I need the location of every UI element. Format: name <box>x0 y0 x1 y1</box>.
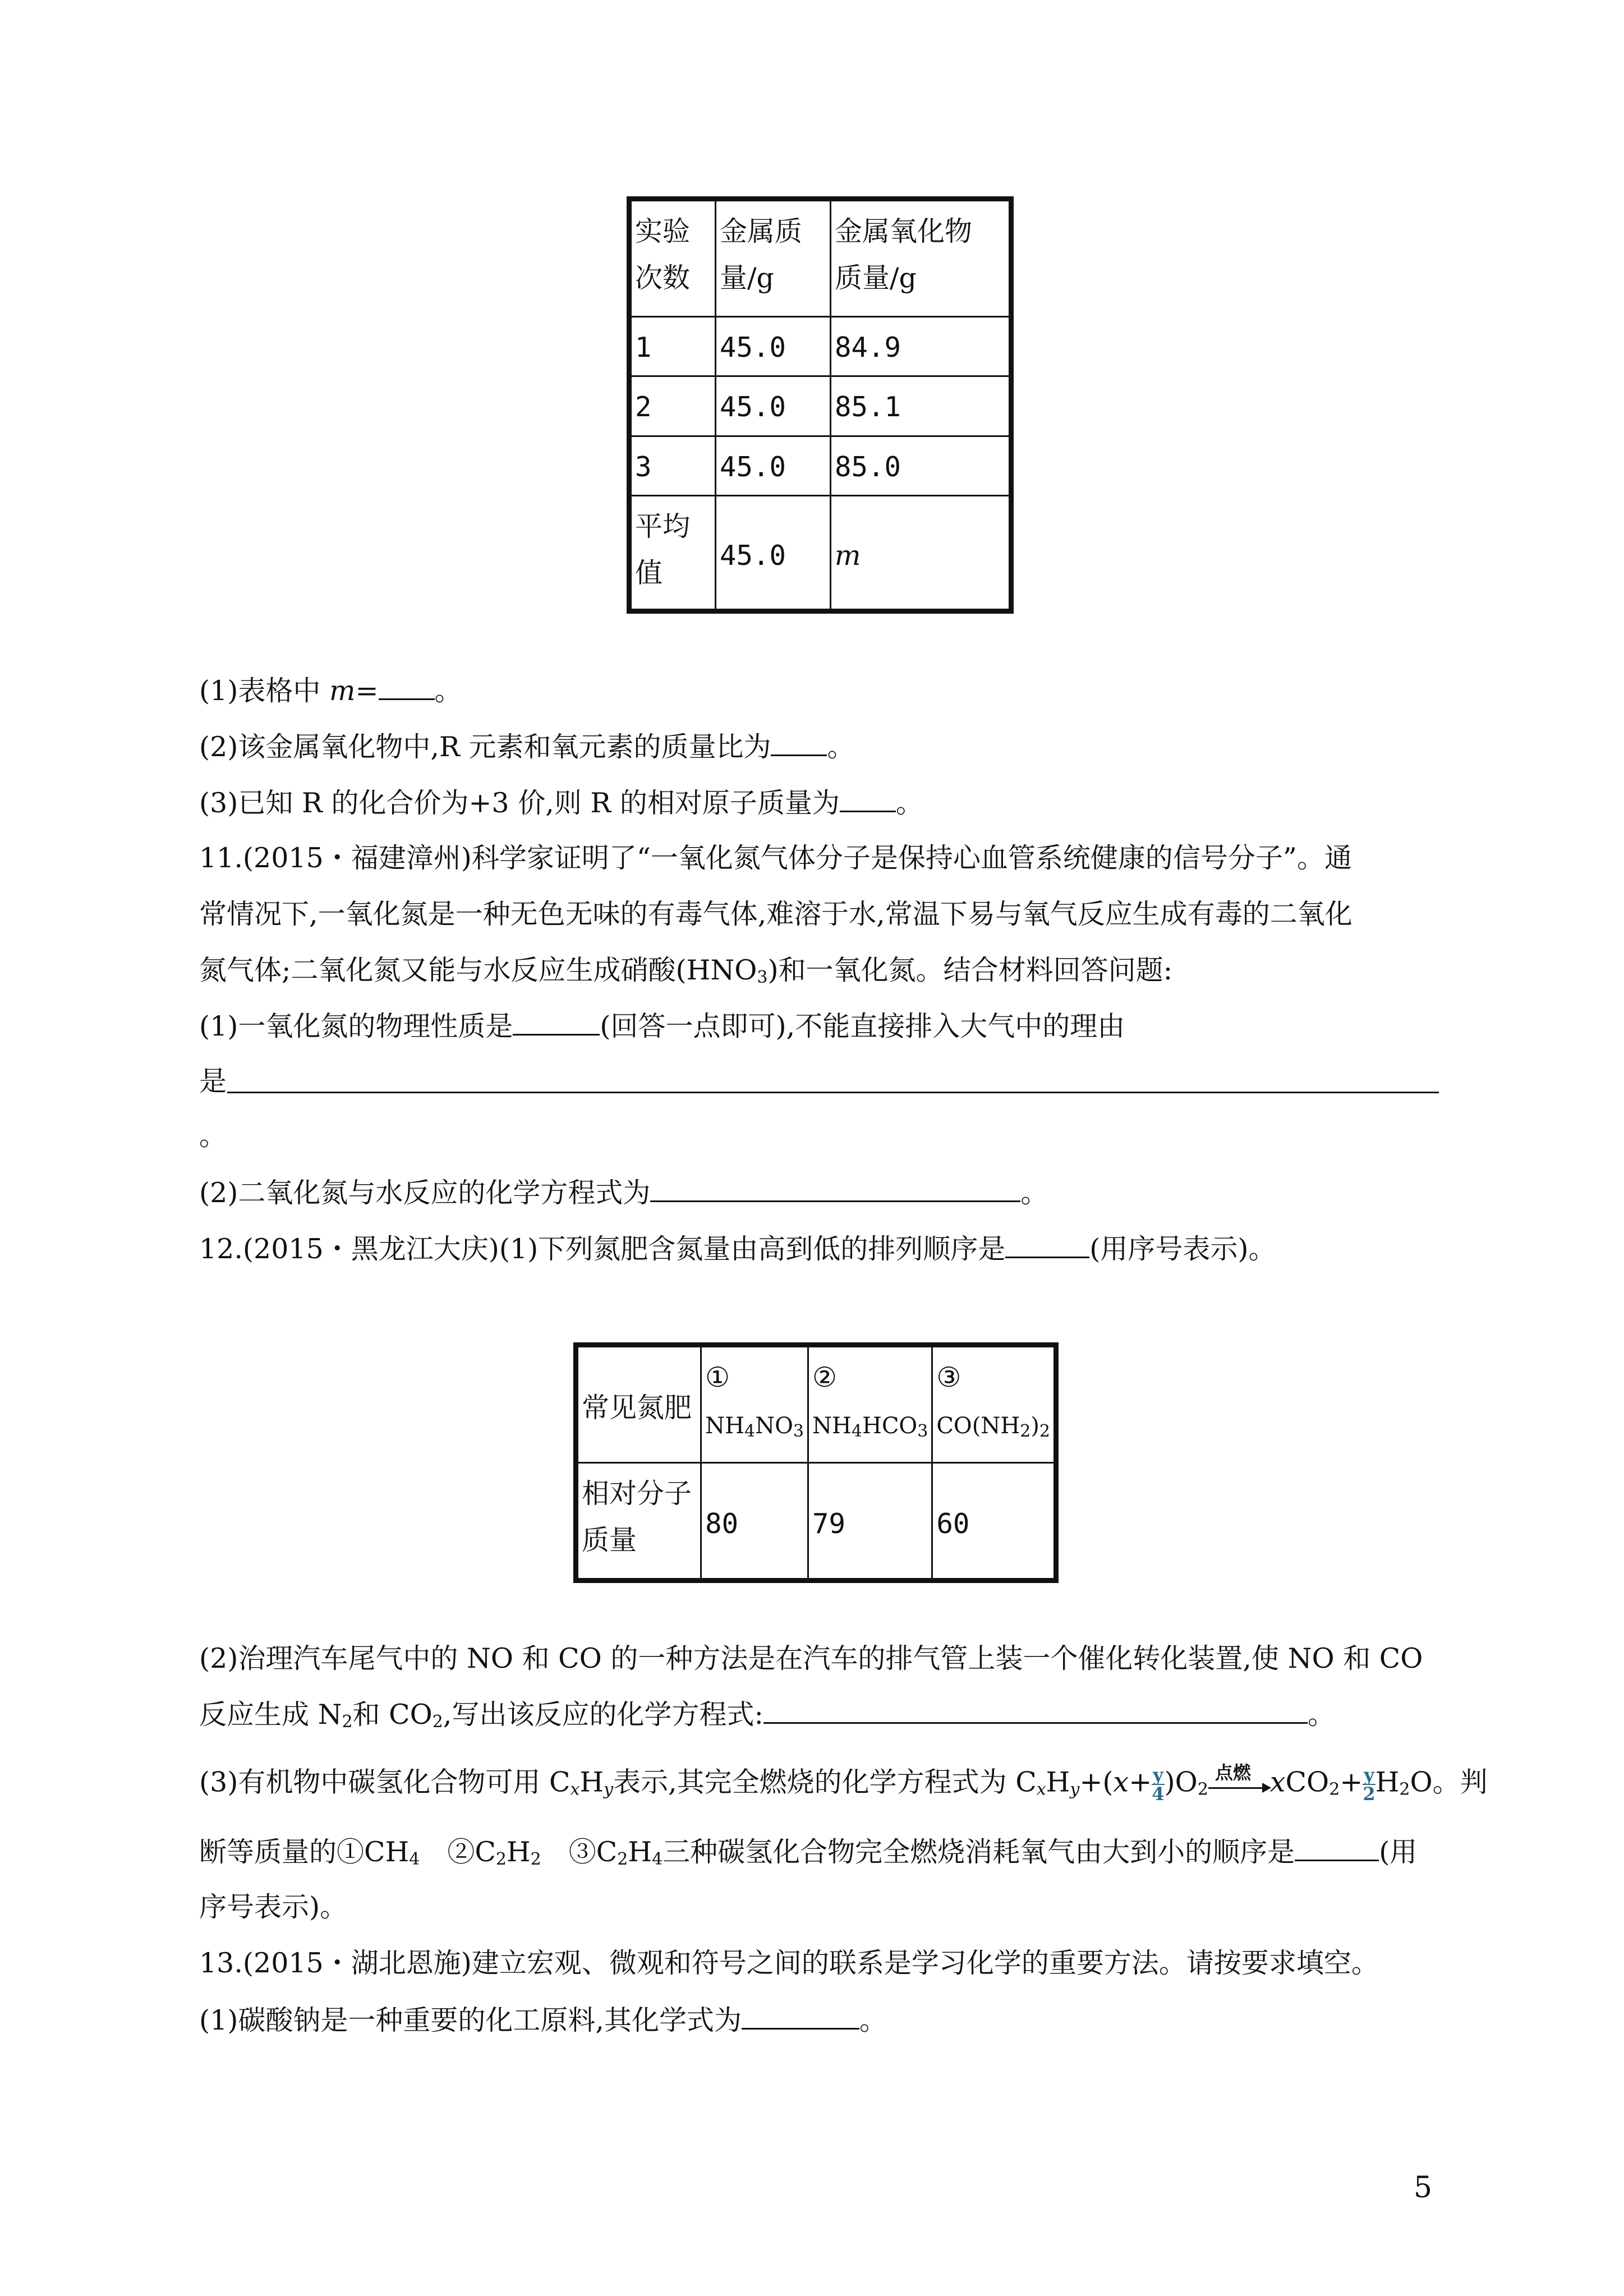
answer-blank[interactable] <box>379 676 435 700</box>
q11-stem-line2: 常情况下,一氧化氮是一种无色无味的有毒气体,难溶于水,常温下易与氧气反应生成有毒的二氧化 <box>199 898 1352 930</box>
table-cell: 2 <box>629 376 716 436</box>
answer-blank[interactable] <box>771 732 827 756</box>
table-cell: ① $NH_4NO_3$ <box>701 1345 808 1463</box>
reaction-arrow: 点燃 <box>1208 1770 1270 1798</box>
table-cell: 45.0 <box>716 436 831 495</box>
q11-part1: (1)一氧化氮的物理性质是 (回答一点即可),不能直接排入大气中的理由 <box>199 1010 1125 1042</box>
q11-part1-cont: 是 <box>199 1065 227 1097</box>
table-cell: 45.0 <box>716 495 831 611</box>
answer-blank[interactable] <box>742 2005 859 2030</box>
table-cell: 45.0 <box>716 376 831 436</box>
experiment-table <box>627 196 1014 614</box>
table-cell: 平均 值 <box>629 495 716 611</box>
fraction-y-over-2: $\frac{y}{2}$ <box>1363 1764 1375 1805</box>
q10-part3: (3)已知 R 的化合价为+3 价,则 R 的相对原子质量为 。 <box>199 787 923 819</box>
answer-blank[interactable] <box>513 1011 600 1036</box>
table-cell: 79 <box>808 1463 932 1581</box>
table-cell: 60 <box>932 1463 1056 1581</box>
q12-part3-line3: 序号表示)。 <box>199 1891 348 1923</box>
q11-stem-line1: 11.(2015・福建漳州)科学家证明了“一氧化氮气体分子是保持心血管系统健康的信号分子”。通 <box>199 842 1352 874</box>
table-header-cell: 常见氮肥 <box>576 1345 701 1463</box>
q10-part2: (2)该金属氧化物中,R 元素和氧元素的质量比为 。 <box>199 731 855 763</box>
table-header-cell: 金属氧化物 质量/g <box>831 199 1011 317</box>
answer-line[interactable] <box>227 1092 1439 1093</box>
table-cell: 85.0 <box>831 436 1011 495</box>
q11-stem-line3: 氮气体;二氧化氮又能与水反应生成硝酸$(HNO_3)$和一氧化氮。结合材料回答问题: <box>199 954 1173 987</box>
table-cell: ② $NH_4HCO_3$ <box>808 1345 932 1463</box>
table-cell: 85.1 <box>831 376 1011 436</box>
q12-part2-line2: 反应生成 $N_2$和 $CO_2$,写出该反应的化学方程式: 。 <box>199 1699 1335 1732</box>
q10-part1: (1)表格中 m= 。 <box>199 675 462 707</box>
table-cell: 1 <box>629 317 716 376</box>
q13-part1: (1)碳酸钠是一种重要的化工原料,其化学式为 。 <box>199 2004 887 2036</box>
q11-part1-end: 。 <box>199 1120 227 1152</box>
table-cell: 80 <box>701 1463 808 1581</box>
table-cell: 45.0 <box>716 317 831 376</box>
table-header-cell: 实验 次数 <box>629 199 716 317</box>
table-header-cell: 金属质 量/g <box>716 199 831 317</box>
table-header-cell: 相对分子 质量 <box>576 1463 701 1581</box>
q13-stem: 13.(2015・湖北恩施)建立宏观、微观和符号之间的联系是学习化学的重要方法。请按要求填空。 <box>199 1947 1379 1979</box>
q12-part2-line1: (2)治理汽车尾气中的 NO 和 CO 的一种方法是在汽车的排气管上装一个催化转化装置,使 NO 和 CO <box>199 1642 1423 1674</box>
fertilizer-table <box>573 1342 1059 1583</box>
answer-blank[interactable] <box>840 788 896 812</box>
answer-blank[interactable] <box>1005 1234 1089 1258</box>
table-cell: 84.9 <box>831 317 1011 376</box>
page-number: 5 <box>1414 2171 1433 2205</box>
q12-stem: 12.(2015・黑龙江大庆)(1)下列氮肥含氮量由高到低的排列顺序是 (用序号表示)。 <box>199 1233 1276 1265</box>
table-cell: ③ $CO(NH_2)_2$ <box>932 1345 1056 1463</box>
q12-part3-line1: (3)有机物中碳氢化合物可用 $C_xH_y$表示,其完全燃烧的化学方程式为 $C_xH_y+(x+$ $\frac{y}{4}$ )$O_2$ 点燃 xCO$_2$+ $\frac{y}{2}$ $H_2O$。判 <box>199 1762 1488 1805</box>
answer-blank[interactable] <box>650 1178 1020 1202</box>
answer-blank[interactable] <box>1295 1837 1379 1861</box>
table-cell: 3 <box>629 436 716 495</box>
table-cell: m <box>831 495 1011 611</box>
q12-part3-line2: 断等质量的$①CH_4$ $②C_2H_2$ $③C_2H_4$三种碳氢化合物完全燃烧消耗氧气由大到小的顺序是 (用 <box>199 1836 1418 1869</box>
q11-part2: (2)二氧化氮与水反应的化学方程式为 。 <box>199 1177 1048 1209</box>
fraction-y-over-4: $\frac{y}{4}$ <box>1152 1764 1165 1805</box>
answer-blank[interactable] <box>763 1700 1308 1724</box>
